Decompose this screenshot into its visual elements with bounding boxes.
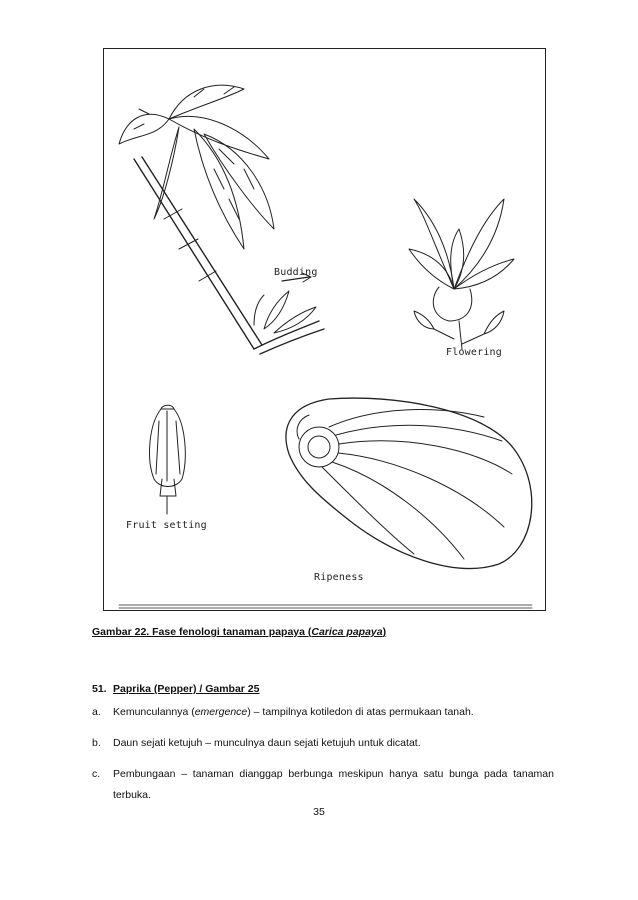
label-ripeness: Ripeness (314, 572, 364, 583)
item-a-italic-term: emergence (194, 706, 248, 718)
list-item-letter: a. (92, 706, 101, 718)
label-flowering: Flowering (446, 347, 502, 358)
list-item-text: Pembungaan – tanaman dianggap berbunga meskipun hanya satu bunga pada tanaman terbuka. (113, 768, 554, 801)
figure-caption (92, 626, 386, 638)
flowering-illustration (409, 199, 514, 349)
list-item-letter: c. (92, 768, 101, 780)
label-fruit-setting: Fruit setting (126, 520, 207, 531)
ripeness-illustration (286, 398, 532, 568)
list-item-text (113, 702, 554, 723)
caption-species: Carica papaya (311, 626, 383, 638)
fruit-setting-illustration (150, 405, 186, 514)
page-number: 35 (313, 806, 325, 818)
budding-branch-illustration (119, 85, 324, 354)
caption-suffix: ) (382, 626, 387, 638)
section-title: Paprika (Pepper) / Gambar 25 (113, 683, 260, 695)
label-budding: Budding (274, 267, 318, 278)
figure-frame (103, 48, 546, 611)
item-a-text-start: Kemunculannya ( (113, 706, 195, 718)
list-item-text: Daun sejati ketujuh – munculnya daun sejati ketujuh untuk dicatat. (113, 737, 421, 749)
item-a-text-end: ) – tampilnya kotiledon di atas permukaan tanah. (247, 706, 474, 718)
section-heading (92, 683, 259, 695)
caption-prefix: Gambar 22. Fase fenologi tanaman papaya ( (92, 626, 312, 638)
list-item-letter: b. (92, 737, 101, 749)
section-number: 51. (92, 683, 107, 695)
